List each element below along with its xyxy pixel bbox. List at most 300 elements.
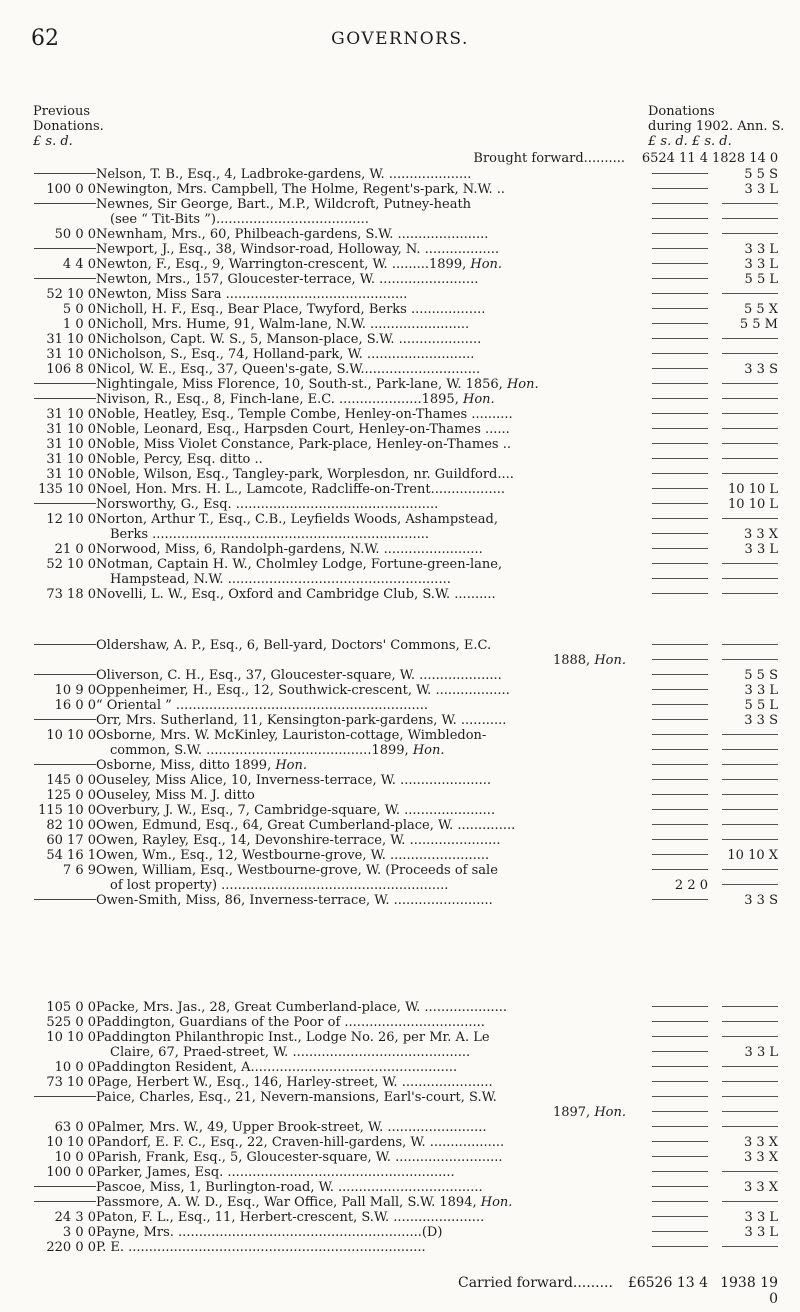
ledger-row: [0, 212, 800, 227]
blank-dash: [652, 188, 708, 189]
previous-donation: 54 16 1: [46, 848, 96, 863]
previous-donation: 7 6 9: [62, 863, 96, 878]
annual-subscription: [712, 1030, 778, 1045]
previous-donation: 63 0 0: [54, 1120, 96, 1135]
blank-dash: [652, 869, 708, 870]
donation-1902: [646, 437, 708, 452]
honorary-mark: Hon.: [594, 1105, 626, 1120]
section-n: [0, 167, 800, 602]
donation-1902: [646, 362, 708, 377]
blank-dash: [652, 503, 708, 504]
blank-dash: [722, 749, 778, 750]
blank-dash: [722, 293, 778, 294]
ledger-row: [0, 287, 800, 302]
ledger-row: [0, 542, 800, 557]
blank-dash: [652, 203, 708, 204]
ledger-row: [0, 1195, 800, 1210]
entry-text: Oliverson, C. H., Esq., 37, Gloucester-square, W. ....................: [96, 668, 502, 683]
previous-donation: 10 0 0: [54, 1060, 96, 1075]
previous-donation: [22, 197, 96, 212]
entry-text: Norsworthy, G., Esq. .................................................: [96, 497, 439, 512]
blank-dash: [722, 218, 778, 219]
previous-donation: 10 10 0: [46, 1030, 96, 1045]
blank-dash: [722, 869, 778, 870]
blank-dash: [652, 278, 708, 279]
blank-dash: [652, 1231, 708, 1232]
governor-entry: [96, 317, 626, 332]
page-header: [0, 26, 800, 56]
previous-donation: [22, 167, 96, 182]
donation-1902: [646, 287, 708, 302]
ledger-row: [0, 653, 800, 668]
previous-donation: 4 4 0: [62, 257, 96, 272]
ledger-row: [0, 698, 800, 713]
previous-donation: 50 0 0: [54, 227, 96, 242]
ledger-row: [0, 1105, 800, 1120]
entry-text: Packe, Mrs. Jas., 28, Great Cumberland-place, W. ....................: [96, 1000, 508, 1015]
donation-1902: [646, 1015, 708, 1030]
donation-1902: 2 2 0: [674, 878, 708, 893]
blank-dash: [652, 533, 708, 534]
blank-dash: [652, 368, 708, 369]
annual-subscription: 3 3 S: [744, 362, 778, 377]
ledger-row: [0, 1135, 800, 1150]
annual-subscription: 5 5 M: [739, 317, 778, 332]
blank-dash: [722, 458, 778, 459]
blank-dash: [652, 1171, 708, 1172]
governor-entry: [96, 698, 626, 713]
ledger-row: [0, 527, 800, 542]
blank-dash: [722, 338, 778, 339]
blank-dash: [34, 1186, 96, 1187]
governor-entry: [96, 728, 626, 743]
donation-1902: [646, 377, 708, 392]
annual-subscription: [712, 572, 778, 587]
donation-1902: [646, 557, 708, 572]
annual-subscription: 3 3 L: [744, 1225, 778, 1240]
governor-entry: [96, 182, 626, 197]
previous-donation: 10 0 0: [54, 1150, 96, 1165]
annual-subscription: [712, 377, 778, 392]
ledger-row: [0, 332, 800, 347]
entry-text: Nicholson, Capt. W. S., 5, Manson-place, S.W. ....................: [96, 332, 482, 347]
governor-entry: [96, 1030, 626, 1045]
previous-donation: [22, 893, 96, 908]
donation-1902: [646, 407, 708, 422]
governor-entry: [96, 683, 626, 698]
entry-text: Noel, Hon. Mrs. H. L., Lamcote, Radcliffe-on-Trent..................: [96, 482, 505, 497]
previous-donation: 220 0 0: [46, 1240, 96, 1255]
ledger-row: [0, 467, 800, 482]
annual-subscription: [712, 728, 778, 743]
entry-text: Nicol, W. E., Esq., 37, Queen's-gate, S.W.............................: [96, 362, 481, 377]
governor-entry: [96, 1180, 626, 1195]
donation-1902: [646, 482, 708, 497]
blank-dash: [34, 719, 96, 720]
entry-text: Page, Herbert W., Esq., 146, Harley-street, W. ......................: [96, 1075, 493, 1090]
ledger-row: [0, 392, 800, 407]
blank-dash: [722, 779, 778, 780]
blank-dash: [722, 1036, 778, 1037]
ledger-row: [0, 272, 800, 287]
blank-dash: [652, 398, 708, 399]
governor-entry: [96, 497, 626, 512]
blank-dash: [722, 644, 778, 645]
annual-subscription: 5 5 X: [743, 302, 778, 317]
section-p: [0, 1000, 800, 1255]
entry-text: Newton, Miss Sara ............................................: [96, 287, 408, 302]
previous-donation: 100 0 0: [46, 1165, 96, 1180]
previous-donation: 16 0 0: [54, 698, 96, 713]
blank-dash: [652, 488, 708, 489]
annual-subscription: [712, 833, 778, 848]
previous-donation: 145 0 0: [46, 773, 96, 788]
governor-entry: [96, 1210, 626, 1225]
ledger-row: [0, 347, 800, 362]
governor-entry: [96, 668, 626, 683]
blank-dash: [722, 383, 778, 384]
carried-forward-donations: £6526 13 4: [627, 1275, 708, 1291]
donation-1902: [646, 1210, 708, 1225]
blank-dash: [722, 824, 778, 825]
annual-subscription: 3 3 X: [743, 1135, 778, 1150]
donation-1902: [646, 1000, 708, 1015]
blank-dash: [722, 1111, 778, 1112]
donation-1902: [646, 713, 708, 728]
annual-subscription: [712, 653, 778, 668]
donation-1902: [646, 1150, 708, 1165]
donation-1902: [646, 1105, 708, 1120]
ledger-row: [0, 242, 800, 257]
ledger-row: [0, 773, 800, 788]
previous-donation: 105 0 0: [46, 1000, 96, 1015]
entry-text: Novelli, L. W., Esq., Oxford and Cambridge Club, S.W. ..........: [96, 587, 496, 602]
blank-dash: [652, 548, 708, 549]
donation-1902: [646, 182, 708, 197]
donation-1902: [646, 332, 708, 347]
blank-dash: [722, 413, 778, 414]
blank-dash: [34, 278, 96, 279]
blank-dash: [652, 704, 708, 705]
previous-donation: [22, 272, 96, 287]
ledger-row: [0, 1075, 800, 1090]
donation-1902: [646, 512, 708, 527]
ledger-row: [0, 362, 800, 377]
ledger-row: [0, 377, 800, 392]
ledger-row: [0, 1180, 800, 1195]
governor-entry: [96, 1135, 626, 1150]
carried-forward-annual: 1938 19 0: [720, 1275, 778, 1307]
blank-dash: [652, 1246, 708, 1247]
donation-1902: [646, 572, 708, 587]
governor-entry: [96, 167, 626, 182]
entry-text: Overbury, J. W., Esq., 7, Cambridge-square, W. ......................: [96, 803, 496, 818]
annual-subscription: [712, 467, 778, 482]
entry-text: Nightingale, Miss Florence, 10, South-st., Park-lane, W. 1856,: [96, 377, 503, 392]
annual-subscription: [712, 1015, 778, 1030]
blank-dash: [652, 1201, 708, 1202]
ledger-row: [0, 818, 800, 833]
annual-subscription: [712, 1090, 778, 1105]
governor-entry: [96, 347, 626, 362]
governor-entry: [110, 878, 640, 893]
blank-dash: [652, 338, 708, 339]
entry-text: Hampstead, N.W. ......................................................: [110, 572, 451, 587]
entry-text: Payne, Mrs. ...........................................................(D): [96, 1225, 443, 1240]
previous-donation: 10 9 0: [54, 683, 96, 698]
donation-1902: [646, 773, 708, 788]
governor-entry: [96, 1105, 626, 1120]
governor-entry: [96, 332, 626, 347]
blank-dash: [652, 689, 708, 690]
governor-entry: [96, 302, 626, 317]
annual-subscription: [712, 227, 778, 242]
previous-donation: 31 10 0: [46, 452, 96, 467]
annual-subscription: [712, 1105, 778, 1120]
donation-1902: [646, 1060, 708, 1075]
annual-subscription: 3 3 L: [744, 1210, 778, 1225]
section-o: [0, 638, 800, 908]
blank-dash: [722, 518, 778, 519]
ledger-row: [0, 1240, 800, 1255]
blank-dash: [652, 1006, 708, 1007]
donation-1902: [646, 728, 708, 743]
blank-dash: [34, 899, 96, 900]
ledger-row: [0, 638, 800, 653]
entry-text: Owen, William, Esq., Westbourne-grove, W. (Proceeds of sale: [96, 863, 498, 878]
governor-entry: [96, 362, 626, 377]
entry-text: Newton, Mrs., 157, Gloucester-terrace, W. ........................: [96, 272, 479, 287]
governor-entry: [110, 743, 640, 758]
governor-entry: [96, 512, 626, 527]
blank-dash: [652, 563, 708, 564]
donation-1902: [646, 392, 708, 407]
annual-subscription: [712, 437, 778, 452]
previous-donation: [22, 638, 96, 653]
entry-text: Orr, Mrs. Sutherland, 11, Kensington-park-gardens, W. ...........: [96, 713, 507, 728]
ledger-row: [0, 803, 800, 818]
blank-dash: [722, 1201, 778, 1202]
blank-dash: [722, 1096, 778, 1097]
ledger-row: [0, 1015, 800, 1030]
blank-dash: [34, 1201, 96, 1202]
ledger-row: [0, 1165, 800, 1180]
donation-1902: [646, 1120, 708, 1135]
entry-text: Newington, Mrs. Campbell, The Holme, Regent's-park, N.W. ..: [96, 182, 506, 197]
annual-subscription: [712, 332, 778, 347]
entry-text: (see “ Tit-Bits ”).....................................: [110, 212, 369, 227]
previous-donation: 52 10 0: [46, 287, 96, 302]
governor-entry: [110, 1045, 640, 1060]
blank-dash: [652, 233, 708, 234]
previous-donation: [22, 758, 96, 773]
entry-text: Nelson, T. B., Esq., 4, Ladbroke-gardens, W. ....................: [96, 167, 472, 182]
blank-dash: [722, 593, 778, 594]
previous-donation: 525 0 0: [46, 1015, 96, 1030]
blank-dash: [652, 809, 708, 810]
entry-text: Noble, Percy, Esq. ditto ..: [96, 452, 263, 467]
governor-entry: [96, 227, 626, 242]
annual-subscription: [712, 1195, 778, 1210]
annual-subscription: 3 3 X: [743, 1150, 778, 1165]
ledger-row: [0, 1090, 800, 1105]
entry-text: Noble, Wilson, Esq., Tangley-park, Worplesdon, nr. Guildford....: [96, 467, 514, 482]
entry-text: Paice, Charles, Esq., 21, Nevern-mansions, Earl's-court, S.W.: [96, 1090, 497, 1105]
blank-dash: [34, 248, 96, 249]
previous-donation: 52 10 0: [46, 557, 96, 572]
blank-dash: [722, 884, 778, 885]
entry-text: Nivison, R., Esq., 8, Finch-lane, E.C. ....................1895,: [96, 392, 459, 407]
entry-text: Parker, James, Esq. .......................................................: [96, 1165, 455, 1180]
annual-subscription: 5 5 L: [744, 272, 778, 287]
blank-dash: [652, 578, 708, 579]
ledger-row: [0, 452, 800, 467]
governor-entry: [96, 788, 626, 803]
entry-text: Newnes, Sir George, Bart., M.P., Wildcroft, Putney-heath: [96, 197, 472, 212]
governor-entry: [96, 197, 626, 212]
ledger-row: [0, 713, 800, 728]
entry-text: Pascoe, Miss, 1, Burlington-road, W. ...................................: [96, 1180, 483, 1195]
annual-subscription: [712, 1165, 778, 1180]
donation-1902: [646, 542, 708, 557]
previous-donation: 31 10 0: [46, 437, 96, 452]
donation-1902: [646, 302, 708, 317]
blank-dash: [652, 443, 708, 444]
ledger-row: [0, 833, 800, 848]
blank-dash: [652, 473, 708, 474]
running-head: GOVERNORS.: [331, 29, 469, 49]
blank-dash: [34, 203, 96, 204]
entry-text: 1888,: [552, 653, 591, 668]
blank-dash: [652, 593, 708, 594]
previous-donation: [22, 713, 96, 728]
donation-1902: [646, 197, 708, 212]
annual-subscription: 3 3 L: [744, 182, 778, 197]
annual-subscription: [712, 743, 778, 758]
previous-donation: 5 0 0: [62, 302, 96, 317]
governor-entry: [96, 1075, 626, 1090]
previous-donation: 31 10 0: [46, 467, 96, 482]
entry-text: “ Oriental ” .............................................................: [96, 698, 428, 713]
donation-1902: [646, 1135, 708, 1150]
blank-dash: [722, 809, 778, 810]
annual-subscription: 3 3 L: [744, 257, 778, 272]
governor-entry: [96, 242, 626, 257]
honorary-mark: Hon.: [470, 257, 503, 272]
entry-text: Paddington Resident, A..................................................: [96, 1060, 458, 1075]
annual-subscription: 3 3 L: [744, 683, 778, 698]
ledger-row: [0, 788, 800, 803]
donation-1902: [646, 758, 708, 773]
governor-entry: [96, 848, 626, 863]
ledger-row: [0, 572, 800, 587]
entry-text: Nicholl, H. F., Esq., Bear Place, Twyford, Berks ..................: [96, 302, 486, 317]
previous-donation: [22, 1195, 96, 1210]
blank-dash: [652, 458, 708, 459]
entry-text: Newton, F., Esq., 9, Warrington-crescent, W. .........1899,: [96, 257, 467, 272]
blank-dash: [652, 173, 708, 174]
blank-dash: [652, 779, 708, 780]
carried-forward-row: [0, 1275, 800, 1307]
honorary-mark: Hon.: [480, 1195, 513, 1210]
annual-subscription: 10 10 L: [728, 482, 778, 497]
blank-dash: [652, 1096, 708, 1097]
blank-dash: [652, 749, 708, 750]
previous-donation: 31 10 0: [46, 347, 96, 362]
ledger-row: [0, 497, 800, 512]
annual-subscription: [712, 773, 778, 788]
previous-donation: [22, 242, 96, 257]
blank-dash: [722, 1171, 778, 1172]
entry-text: Oldershaw, A. P., Esq., 6, Bell-yard, Doctors' Commons, E.C.: [96, 638, 492, 653]
blank-dash: [652, 644, 708, 645]
entry-text: common, S.W. ........................................1899,: [110, 743, 409, 758]
entry-text: Norton, Arthur T., Esq., C.B., Leyfields Woods, Ashampstead,: [96, 512, 498, 527]
honorary-mark: Hon.: [275, 758, 308, 773]
blank-dash: [652, 413, 708, 414]
ledger-row: [0, 227, 800, 242]
previous-donation: [22, 668, 96, 683]
annual-subscription: 3 3 S: [744, 893, 778, 908]
ledger-row: [0, 1210, 800, 1225]
donation-1902: [646, 1240, 708, 1255]
ledger-row: [0, 1225, 800, 1240]
blank-dash: [722, 233, 778, 234]
governor-entry: [96, 542, 626, 557]
annual-subscription: [712, 557, 778, 572]
governor-entry: [96, 407, 626, 422]
blank-dash: [652, 263, 708, 264]
annual-subscription: 3 3 X: [743, 1180, 778, 1195]
ledger-row: [0, 437, 800, 452]
ledger-row: [0, 1060, 800, 1075]
annual-subscription: 10 10 L: [728, 497, 778, 512]
donation-1902: [646, 527, 708, 542]
entry-text: Notman, Captain H. W., Cholmley Lodge, Fortune-green-lane,: [96, 557, 503, 572]
entry-text: Parish, Frank, Esq., 5, Gloucester-square, W. ..........................: [96, 1150, 503, 1165]
entry-text: Noble, Miss Violet Constance, Park-place, Henley-on-Thames ..: [96, 437, 511, 452]
current-donations-heading: Donations during 1902. Ann. S. £ s. d. £ s. d.: [648, 104, 785, 149]
governor-entry: [96, 1060, 626, 1075]
donation-1902: [646, 683, 708, 698]
blank-dash: [722, 203, 778, 204]
donation-1902: [646, 272, 708, 287]
ledger-row: [0, 668, 800, 683]
donation-1902: [646, 1075, 708, 1090]
blank-dash: [722, 1246, 778, 1247]
governor-entry: [96, 1150, 626, 1165]
ledger-row: [0, 758, 800, 773]
governor-entry: [96, 1015, 626, 1030]
previous-donation: 73 18 0: [46, 587, 96, 602]
blank-dash: [652, 1216, 708, 1217]
annual-subscription: [712, 1060, 778, 1075]
donation-1902: [646, 833, 708, 848]
annual-subscription: 3 3 X: [743, 527, 778, 542]
donation-1902: [646, 1180, 708, 1195]
donation-1902: [646, 467, 708, 482]
governor-entry: [96, 818, 626, 833]
annual-subscription: [712, 407, 778, 422]
ledger-row: [0, 728, 800, 743]
previous-donation: 1 0 0: [62, 317, 96, 332]
blank-dash: [722, 1066, 778, 1067]
ledger-row: [0, 317, 800, 332]
entry-text: 1897,: [552, 1105, 591, 1120]
honorary-mark: Hon.: [506, 377, 539, 392]
previous-donation: 115 10 0: [38, 803, 96, 818]
blank-dash: [652, 1141, 708, 1142]
